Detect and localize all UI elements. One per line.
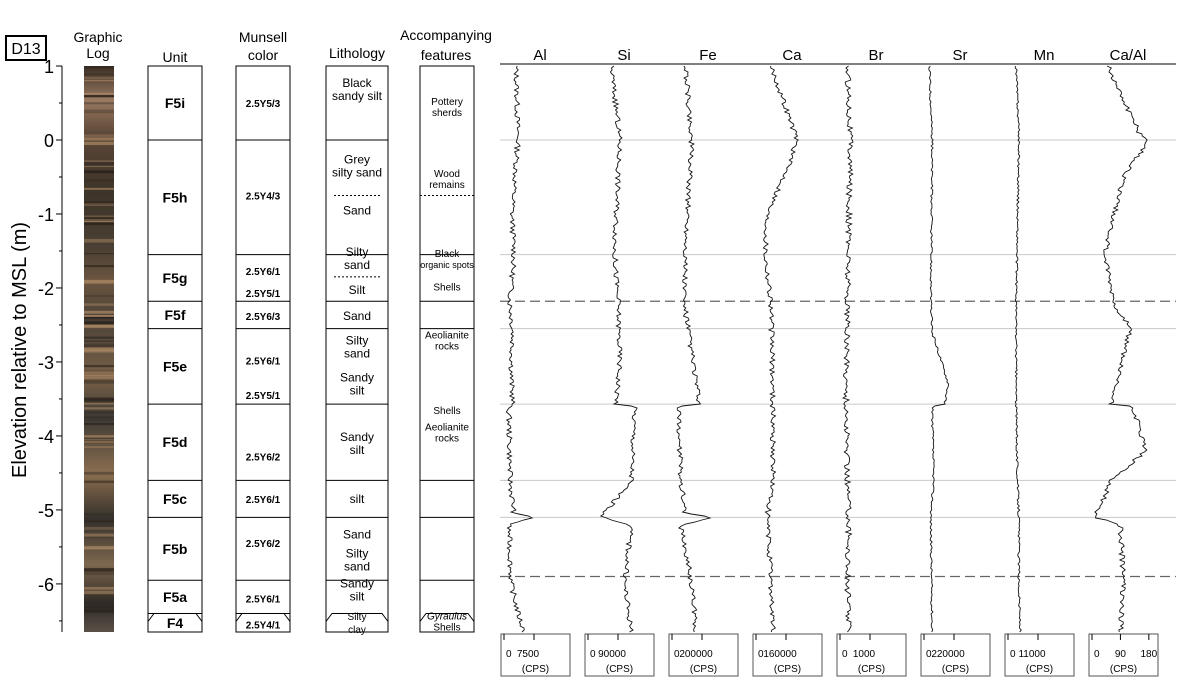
x-unit-label: (CPS) bbox=[605, 664, 634, 675]
munsell-value: 2.5Y6/3 bbox=[245, 312, 281, 324]
chart-grid bbox=[500, 140, 1176, 577]
feature-label: remains bbox=[429, 179, 465, 191]
log-streak bbox=[84, 110, 114, 114]
x-unit-label: (CPS) bbox=[521, 664, 550, 675]
log-streak bbox=[84, 340, 114, 342]
unit-label: F5e bbox=[162, 358, 188, 375]
log-streak bbox=[84, 134, 114, 136]
unit-label: F5c bbox=[162, 490, 188, 507]
log-streak bbox=[84, 303, 114, 306]
log-streak bbox=[84, 239, 114, 243]
munsell-value: 2.5Y6/1 bbox=[245, 494, 281, 506]
x-tick-label: 160000 bbox=[763, 649, 797, 660]
log-streak bbox=[84, 607, 114, 609]
log-streak bbox=[84, 419, 114, 420]
log-streak bbox=[84, 398, 114, 401]
header-unit: Unit bbox=[162, 49, 188, 65]
lithology-label: clay bbox=[348, 624, 366, 636]
log-streak bbox=[84, 417, 114, 418]
series-line-br bbox=[843, 66, 853, 632]
feature-label: Aeolianite bbox=[425, 330, 469, 342]
unit-label: F5a bbox=[162, 588, 188, 605]
features-layer bbox=[420, 97, 474, 633]
log-streak bbox=[84, 439, 114, 440]
header-features-2: features bbox=[420, 47, 472, 63]
chart-axes bbox=[501, 47, 1158, 676]
y-axis bbox=[38, 57, 62, 632]
feature-label: sherds bbox=[431, 108, 463, 120]
log-streak bbox=[84, 365, 114, 367]
log-streak bbox=[84, 381, 114, 384]
lithology-label: silt bbox=[349, 383, 365, 398]
log-streak bbox=[84, 435, 114, 437]
lithology-label: Silty bbox=[345, 333, 369, 348]
unit-label: F5d bbox=[162, 434, 188, 451]
log-streak bbox=[84, 315, 114, 316]
log-streak bbox=[84, 370, 114, 372]
log-streak bbox=[84, 403, 114, 404]
header-munsell-2: color bbox=[247, 47, 279, 63]
header-features-1: Accompanying bbox=[400, 27, 492, 43]
lithology-label: silt bbox=[349, 442, 365, 457]
log-streak bbox=[84, 337, 114, 339]
log-streak bbox=[84, 217, 114, 221]
feature-label: Wood bbox=[434, 168, 460, 180]
feature-label: organic spots bbox=[420, 259, 474, 270]
log-streak bbox=[84, 66, 114, 68]
unit-label: F5f bbox=[164, 306, 186, 323]
header-munsell-1: Munsell bbox=[238, 29, 288, 45]
series-line-ca-al bbox=[1095, 66, 1147, 632]
x-unit-label: (CPS) bbox=[1025, 664, 1054, 675]
x-tick-label: 1000 bbox=[852, 649, 876, 660]
series-title: Br bbox=[868, 47, 884, 64]
unit-label: F4 bbox=[166, 614, 184, 631]
log-streak bbox=[84, 569, 114, 571]
header-graphic-log-1: Graphic bbox=[73, 29, 123, 45]
log-streak bbox=[84, 280, 114, 284]
lithology-label: Sand bbox=[342, 527, 372, 542]
log-streak bbox=[84, 170, 114, 173]
series-title: Ca/Al bbox=[1109, 47, 1147, 64]
series-title: Si bbox=[617, 47, 631, 64]
x-tick-label: 0 bbox=[590, 649, 596, 660]
series-line-sr bbox=[929, 66, 949, 632]
lithology-label: silt bbox=[349, 589, 365, 604]
log-streak bbox=[84, 311, 114, 314]
y-tick-label: 0 bbox=[43, 130, 54, 151]
y-axis-title: Elevation relative to MSL (m) bbox=[9, 221, 31, 479]
lithology-label: Silty bbox=[345, 546, 369, 561]
y-tick-label: -5 bbox=[37, 500, 54, 521]
feature-label: Shells bbox=[433, 622, 461, 634]
lithology-label: Sandy bbox=[339, 429, 375, 444]
x-tick-label: 0 bbox=[926, 649, 932, 660]
log-streak bbox=[84, 527, 114, 530]
unit-label: F5i bbox=[164, 94, 186, 111]
log-streak bbox=[84, 102, 114, 104]
log-streak bbox=[84, 253, 114, 254]
munsell-value: 2.5Y6/2 bbox=[245, 539, 281, 551]
x-tick-label: 7500 bbox=[516, 649, 540, 660]
log-streak bbox=[84, 203, 114, 206]
series-title: Sr bbox=[952, 47, 968, 64]
x-unit-label: (CPS) bbox=[689, 664, 718, 675]
x-unit-label: (CPS) bbox=[773, 664, 802, 675]
header-lithology: Lithology bbox=[328, 45, 386, 61]
log-streak bbox=[84, 161, 114, 162]
lithology-label: Sandy bbox=[339, 370, 375, 385]
log-streak bbox=[84, 411, 114, 413]
log-streak bbox=[84, 407, 114, 409]
y-tick-label: -6 bbox=[37, 574, 54, 595]
lithology-label: Silty bbox=[345, 244, 369, 259]
series-title: Al bbox=[533, 47, 547, 64]
series-title: Mn bbox=[1033, 47, 1055, 64]
x-tick-label: 90000 bbox=[598, 649, 626, 660]
log-streak bbox=[84, 74, 114, 76]
unit-label: F5g bbox=[162, 269, 188, 286]
feature-label: Gyraulus bbox=[426, 611, 468, 623]
chart-series bbox=[506, 66, 1147, 632]
header-graphic-log-2: Log bbox=[86, 45, 110, 61]
munsell-value: 2.5Y4/3 bbox=[245, 191, 281, 203]
log-streak bbox=[84, 95, 114, 97]
y-tick-label: -2 bbox=[37, 278, 54, 299]
series-line-si bbox=[601, 66, 637, 632]
log-streak bbox=[84, 375, 114, 379]
log-streak bbox=[84, 321, 114, 325]
log-streak bbox=[84, 179, 114, 182]
munsell-value: 2.5Y6/2 bbox=[245, 452, 281, 464]
log-streak bbox=[84, 446, 114, 447]
unit-label: F5b bbox=[162, 540, 188, 557]
x-unit-label: (CPS) bbox=[1109, 664, 1138, 675]
log-streak bbox=[84, 346, 114, 347]
lithology-label: Sand bbox=[342, 203, 372, 218]
log-streak bbox=[84, 587, 114, 590]
unit-layer bbox=[148, 95, 202, 631]
log-streak bbox=[84, 328, 114, 329]
x-tick-label: 0 bbox=[1010, 649, 1016, 660]
log-streak bbox=[84, 188, 114, 190]
x-tick-label: 0 bbox=[758, 649, 764, 660]
log-streak bbox=[84, 324, 114, 327]
log-streak bbox=[84, 161, 114, 162]
log-streak bbox=[84, 423, 114, 425]
munsell-value: 2.5Y6/1 bbox=[245, 356, 281, 368]
log-streak bbox=[84, 591, 114, 595]
x-tick-label: 220000 bbox=[931, 649, 965, 660]
figure-label: D13 bbox=[11, 41, 41, 58]
log-streak bbox=[84, 520, 114, 522]
log-streak bbox=[84, 610, 114, 613]
feature-label: Pottery bbox=[431, 97, 463, 109]
feature-label: Shells bbox=[433, 406, 461, 418]
munsell-value: 2.5Y6/1 bbox=[245, 594, 281, 606]
log-streak bbox=[84, 513, 114, 514]
log-streak bbox=[84, 481, 114, 483]
lithology-label: sandy silt bbox=[331, 89, 383, 104]
lithology-label: sand bbox=[343, 346, 371, 361]
munsell-value: 2.5Y5/1 bbox=[245, 289, 281, 301]
log-streak bbox=[84, 142, 114, 145]
series-line-fe bbox=[677, 66, 710, 632]
log-streak bbox=[84, 265, 114, 267]
log-streak bbox=[84, 295, 114, 297]
unit-label: F5h bbox=[162, 189, 188, 206]
log-streak bbox=[84, 222, 114, 225]
series-line-mn bbox=[1015, 66, 1021, 632]
munsell-value: 2.5Y6/1 bbox=[245, 266, 281, 278]
lithology-label: sand bbox=[343, 559, 371, 574]
feature-label: rocks bbox=[435, 433, 459, 445]
x-unit-label: (CPS) bbox=[857, 664, 886, 675]
log-streak bbox=[84, 472, 114, 475]
munsell-value: 2.5Y4/1 bbox=[245, 620, 281, 632]
log-streak bbox=[84, 380, 114, 381]
x-tick-label: 0 bbox=[674, 649, 680, 660]
x-tick-label: 180 bbox=[1140, 649, 1158, 660]
x-tick-label: 0 bbox=[842, 649, 848, 660]
log-streak bbox=[84, 162, 114, 166]
x-tick-label: 0 bbox=[1094, 649, 1100, 660]
log-streak bbox=[84, 441, 114, 443]
lithology-label: Sandy bbox=[339, 576, 375, 591]
log-streak bbox=[84, 350, 114, 352]
x-unit-label: (CPS) bbox=[941, 664, 970, 675]
series-title: Fe bbox=[699, 47, 717, 64]
log-streak bbox=[84, 138, 114, 141]
y-tick-label: 1 bbox=[43, 57, 54, 77]
lithology-label: Grey bbox=[343, 152, 371, 167]
log-streak bbox=[84, 546, 114, 549]
series-title: Ca bbox=[782, 47, 802, 64]
munsell-value: 2.5Y5/3 bbox=[245, 98, 281, 110]
feature-label: Black bbox=[434, 248, 460, 260]
log-streak bbox=[84, 77, 114, 79]
lithology-label: silty sand bbox=[331, 165, 383, 180]
lithology-label: Silty bbox=[347, 611, 367, 623]
series-line-ca bbox=[763, 66, 798, 632]
lithology-label: Silt bbox=[348, 283, 366, 298]
x-tick-label: 0 bbox=[506, 649, 512, 660]
lithology-label: silt bbox=[349, 491, 365, 506]
feature-label: Aeolianite bbox=[425, 422, 469, 434]
log-streak bbox=[84, 80, 114, 81]
munsell-layer bbox=[236, 99, 290, 632]
lithology-label: sand bbox=[343, 257, 371, 272]
y-tick-label: -4 bbox=[37, 426, 54, 447]
lithology-label: Black bbox=[342, 76, 372, 91]
y-tick-label: -1 bbox=[37, 204, 54, 225]
x-tick-label: 11000 bbox=[1018, 649, 1046, 660]
munsell-value: 2.5Y5/1 bbox=[245, 391, 281, 403]
log-streak bbox=[84, 215, 114, 217]
feature-label: rocks bbox=[435, 341, 459, 353]
log-streak bbox=[84, 534, 114, 537]
y-tick-label: -3 bbox=[37, 352, 54, 373]
feature-label: Shells bbox=[433, 282, 461, 294]
lithology-layer bbox=[326, 76, 388, 636]
lithology-label: Sand bbox=[342, 309, 372, 324]
log-streak bbox=[84, 572, 114, 575]
series-line-al bbox=[506, 66, 532, 632]
x-tick-label: 200000 bbox=[679, 649, 713, 660]
x-tick-label: 90 bbox=[1114, 649, 1126, 660]
